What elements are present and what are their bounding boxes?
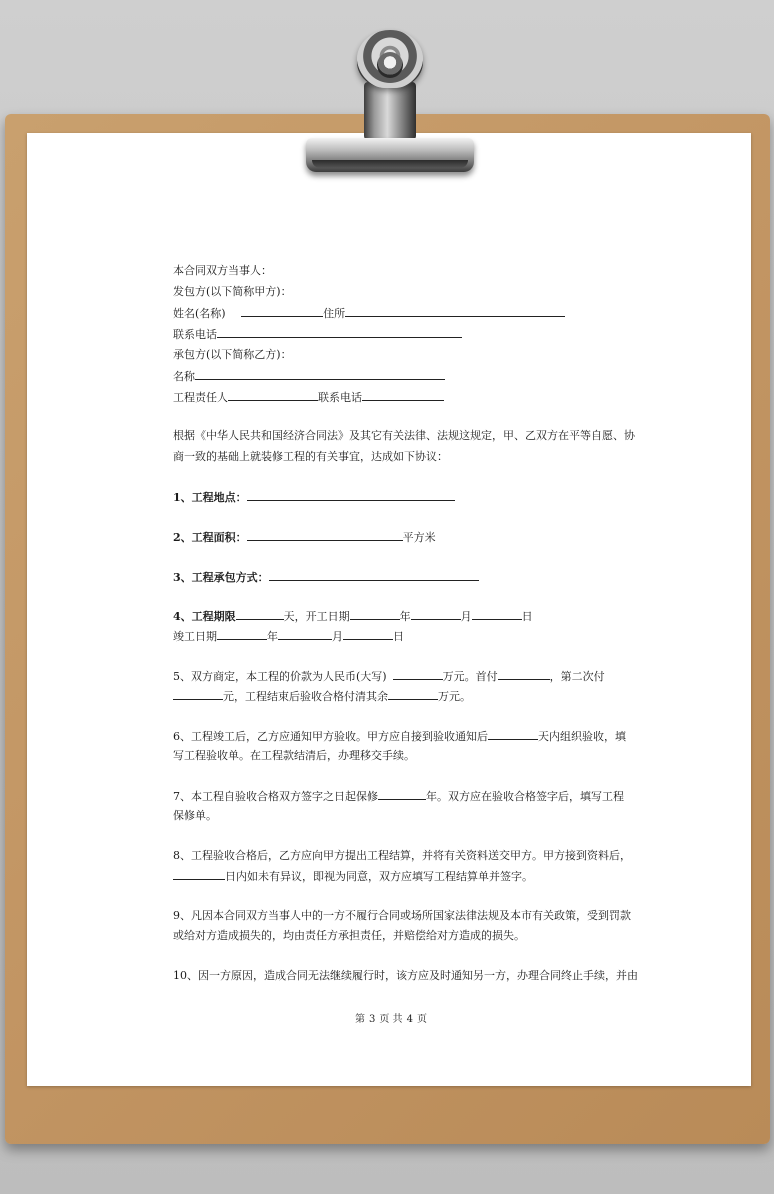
clause-10-line-1: 10、因一方原因，造成合同无法继续履行时，该方应及时通知另一方，办理合同终止手续，并由 bbox=[173, 969, 638, 982]
clause-1: 1、工程地点： bbox=[173, 490, 455, 505]
end-year-blank bbox=[217, 629, 267, 640]
contract-method-blank bbox=[269, 570, 479, 581]
clause-8-line-2: 日内如未有异议，即视为同意，双方应填写工程结算单并签字。 bbox=[173, 869, 533, 884]
start-year-blank bbox=[350, 609, 400, 620]
clause-9-line-2: 或给对方造成损失的，均由责任方承担责任，并赔偿给对方造成的损失。 bbox=[173, 929, 525, 942]
manager-row: 工程责任人 联系电话 bbox=[173, 390, 444, 405]
party-b-name-row: 名称 bbox=[173, 369, 445, 384]
clause-6-line-1: 6、工程竣工后，乙方应通知甲方验收。甲方应自接到验收通知后 天内组织验收，填 bbox=[173, 730, 626, 743]
page-number: 第 3 页 共 4 页 bbox=[355, 1014, 427, 1025]
remaining-blank bbox=[388, 689, 438, 700]
clause-4-line-2: 竣工日期 年 月 日 bbox=[173, 630, 404, 643]
manager-blank bbox=[228, 390, 318, 401]
end-day-blank bbox=[343, 629, 393, 640]
intro-line-2: 商一致的基础上就装修工程的有关事宜，达成如下协议： bbox=[173, 450, 448, 463]
start-month-blank bbox=[411, 609, 461, 620]
address-blank bbox=[345, 306, 565, 317]
days-blank bbox=[236, 609, 284, 620]
clause-3: 3、工程承包方式： bbox=[173, 570, 479, 585]
inspection-days-blank bbox=[488, 729, 538, 740]
parties-title: 本合同双方当事人： bbox=[173, 264, 272, 277]
price-blank bbox=[393, 669, 443, 680]
clause-6-line-2: 写工程验收单。在工程款结清后，办理移交手续。 bbox=[173, 749, 415, 762]
clause-7-line-1: 7、本工程自验收合格双方签字之日起保修 年。双方应在验收合格签字后，填写工程 bbox=[173, 790, 624, 803]
party-b-label: 承包方(以下简称乙方)： bbox=[173, 348, 292, 361]
clause-5-line-1: 5、双方商定，本工程的价款为人民币(大写) 万元。首付 ，第二次付 bbox=[173, 670, 605, 683]
phone-blank bbox=[217, 327, 462, 338]
first-payment-blank bbox=[498, 669, 550, 680]
warranty-years-blank bbox=[378, 789, 426, 800]
clip-hole bbox=[377, 52, 403, 78]
location-blank bbox=[247, 490, 455, 501]
clause-8-line-1: 8、工程验收合格后，乙方应向甲方提出工程结算，并将有关资料送交甲方。甲方接到资料后， bbox=[173, 849, 631, 862]
clause-7-line-2: 保修单。 bbox=[173, 809, 217, 822]
clip-ring bbox=[357, 30, 423, 88]
area-blank bbox=[247, 530, 403, 541]
clause-5-line-2: 元，工程结束后验收合格付清其余 万元。 bbox=[173, 689, 471, 704]
name-blank bbox=[241, 306, 323, 317]
party-a-phone-row: 联系电话 bbox=[173, 327, 462, 342]
clause-4-line-1: 4、工程期限 天，开工日期 年 月 日 bbox=[173, 610, 533, 623]
end-month-blank bbox=[278, 629, 332, 640]
clause-9-line-1: 9、凡因本合同双方当事人中的一方不履行合同或场所国家法律法规及本市有关政策，受到罚款 bbox=[173, 909, 631, 922]
second-payment-blank bbox=[173, 689, 223, 700]
intro-line-1: 根据《中华人民共和国经济合同法》及其它有关法律、法规这规定，甲、乙双方在平等自愿、协 bbox=[173, 429, 635, 442]
party-b-name-blank bbox=[195, 369, 445, 380]
party-a-name-row: 姓名(名称) 住所 bbox=[173, 306, 565, 321]
settlement-days-blank bbox=[173, 869, 225, 880]
manager-phone-blank bbox=[362, 390, 444, 401]
clause-2: 2、工程面积： 平方米 bbox=[173, 531, 436, 544]
start-day-blank bbox=[472, 609, 522, 620]
party-a-label: 发包方(以下简称甲方)： bbox=[173, 285, 292, 298]
